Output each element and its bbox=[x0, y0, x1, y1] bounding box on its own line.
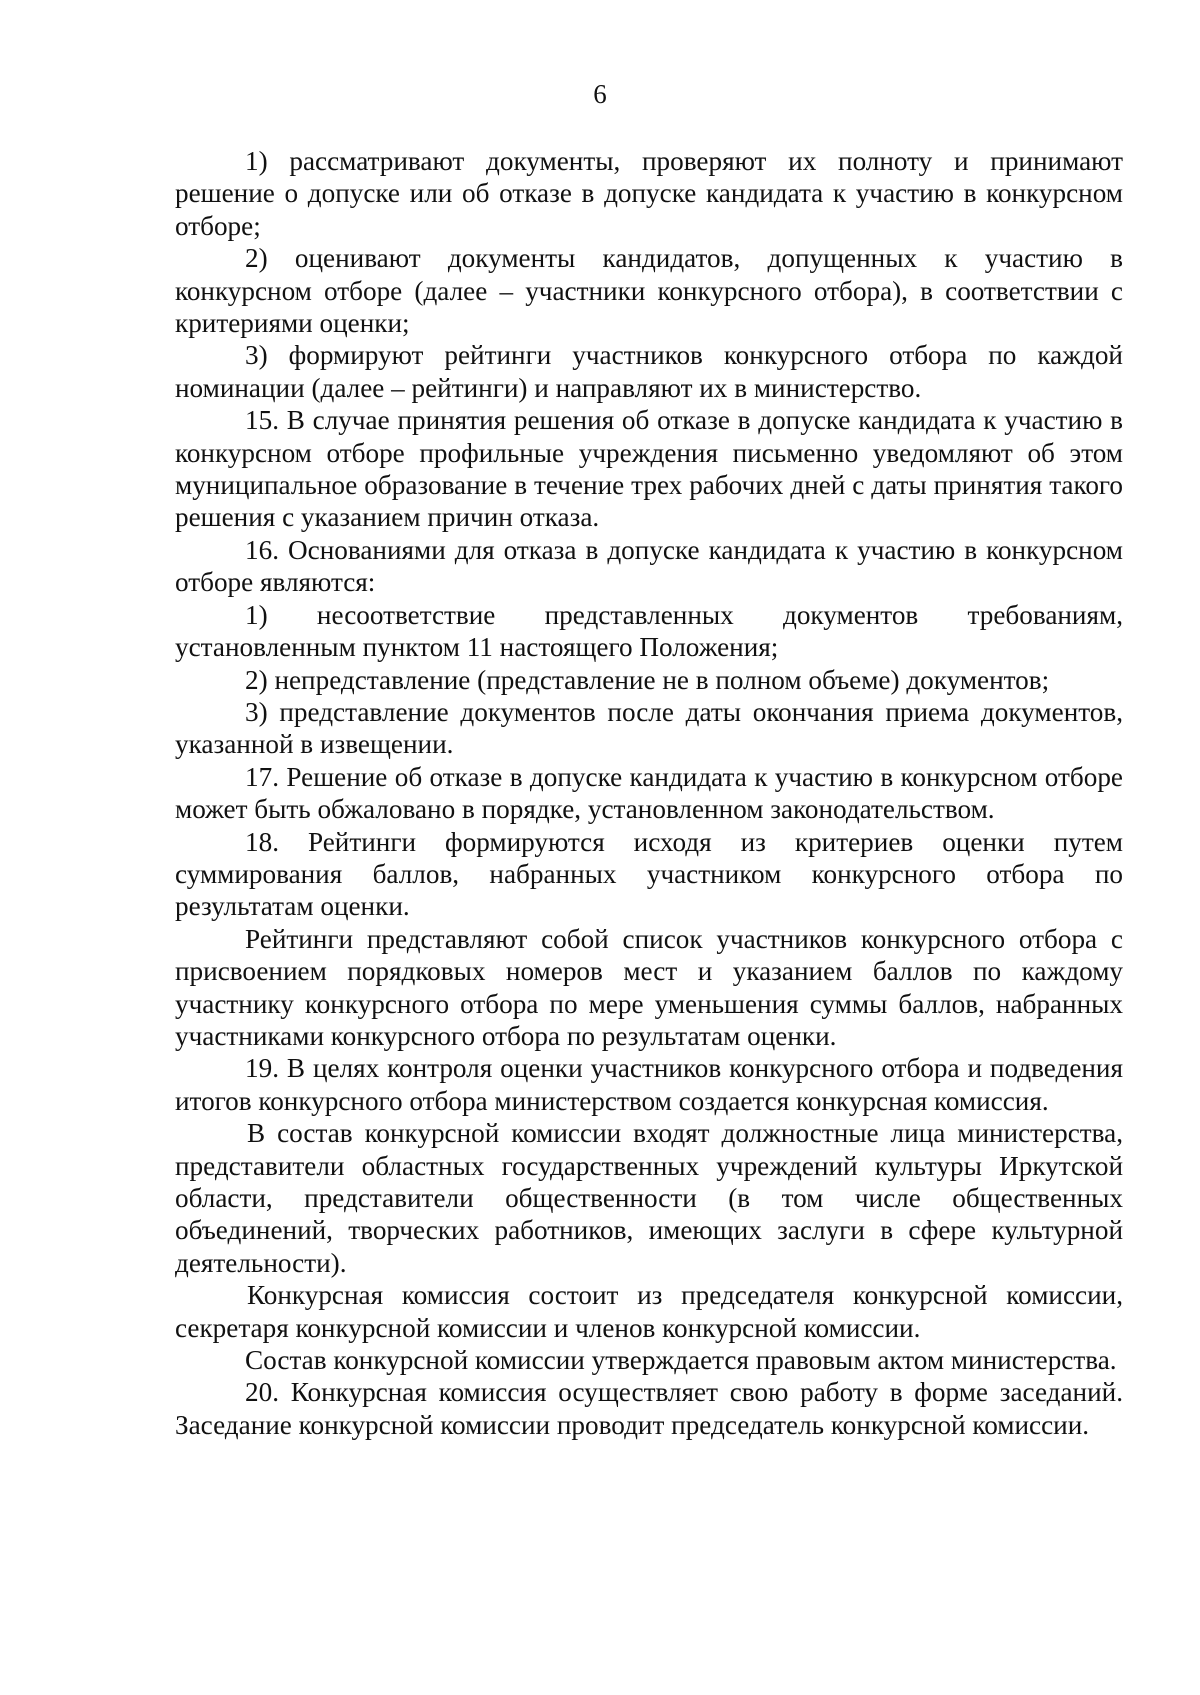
paragraph-18-ratings: Рейтинги представляют собой список участников конкурсного отбора с присвоением порядковых номеров мест и указанием баллов по каждому участнику конкурсного отбора по мере уменьшения суммы баллов, набранных участниками конкурсного отбора по результатам оценки. bbox=[175, 923, 1123, 1051]
paragraph-19-composition: В состав конкурсной комиссии входят должностные лица министерства, представители областных государственных учреждений культуры Иркутской области, представители общественности (в том числе общественных объединений, творческих работников, имеющих заслуги в сфере культурной деятельности). bbox=[175, 1118, 1123, 1278]
paragraph-19-approval: Состав конкурсной комиссии утверждается правовым актом министерства. bbox=[245, 1345, 1117, 1376]
paragraph-16-3: 3) представление документов после даты окончания приема документов, указанной в извещении. bbox=[175, 696, 1123, 760]
page-number: 6 bbox=[593, 79, 607, 109]
paragraph-15: 15. В случае принятия решения об отказе в допуске кандидата к участию в конкурсном отборе профильные учреждения письменно уведомляют об этом муниципальное образование в течение трех рабочих дней с даты принятия такого решения с указанием причин отказа. bbox=[175, 405, 1123, 533]
paragraph-19-structure: Конкурсная комиссия состоит из председателя конкурсной комиссии, секретаря конкурсной комиссии и членов конкурсной комиссии. bbox=[175, 1280, 1123, 1343]
paragraph-18: 18. Рейтинги формируются исходя из критериев оценки путем суммирования баллов, набранных участником конкурсного отбора по результатам оценки. bbox=[175, 826, 1123, 922]
paragraph-19: 19. В целях контроля оценки участников конкурсного отбора и подведения итогов конкурсного отбора министерством создается конкурсная комиссия. bbox=[175, 1053, 1123, 1116]
paragraph-14-3: 3) формируют рейтинги участников конкурсного отбора по каждой номинации (далее – рейтинги) и направляют их в министерство. bbox=[175, 340, 1123, 403]
paragraph-16: 16. Основаниями для отказа в допуске кандидата к участию в конкурсном отборе являются: bbox=[175, 534, 1123, 598]
paragraph-20: 20. Конкурсная комиссия осуществляет свою работу в форме заседаний. Заседание конкурсной комиссии проводит председатель конкурсной комиссии. bbox=[175, 1377, 1123, 1440]
paragraph-14-1: 1) рассматривают документы, проверяют их полноту и принимают решение о допуске или об отказе в допуске кандидата к участию в конкурсном отборе; bbox=[175, 146, 1123, 241]
paragraph-16-1: 1) несоответствие представленных документов требованиям, установленным пунктом 11 настоящего Положения; bbox=[175, 599, 1123, 663]
paragraph-16-2: 2) непредставление (представление не в полном объеме) документов; bbox=[245, 664, 1050, 695]
paragraph-17: 17. Решение об отказе в допуске кандидата к участию в конкурсном отборе может быть обжаловано в порядке, установленном законодательством. bbox=[175, 761, 1123, 825]
document-body bbox=[175, 145, 1123, 1441]
paragraph-14-2: 2) оценивают документы кандидатов, допущенных к участию в конкурсном отборе (далее – участники конкурсного отбора), в соответствии с критериями оценки; bbox=[175, 243, 1123, 339]
